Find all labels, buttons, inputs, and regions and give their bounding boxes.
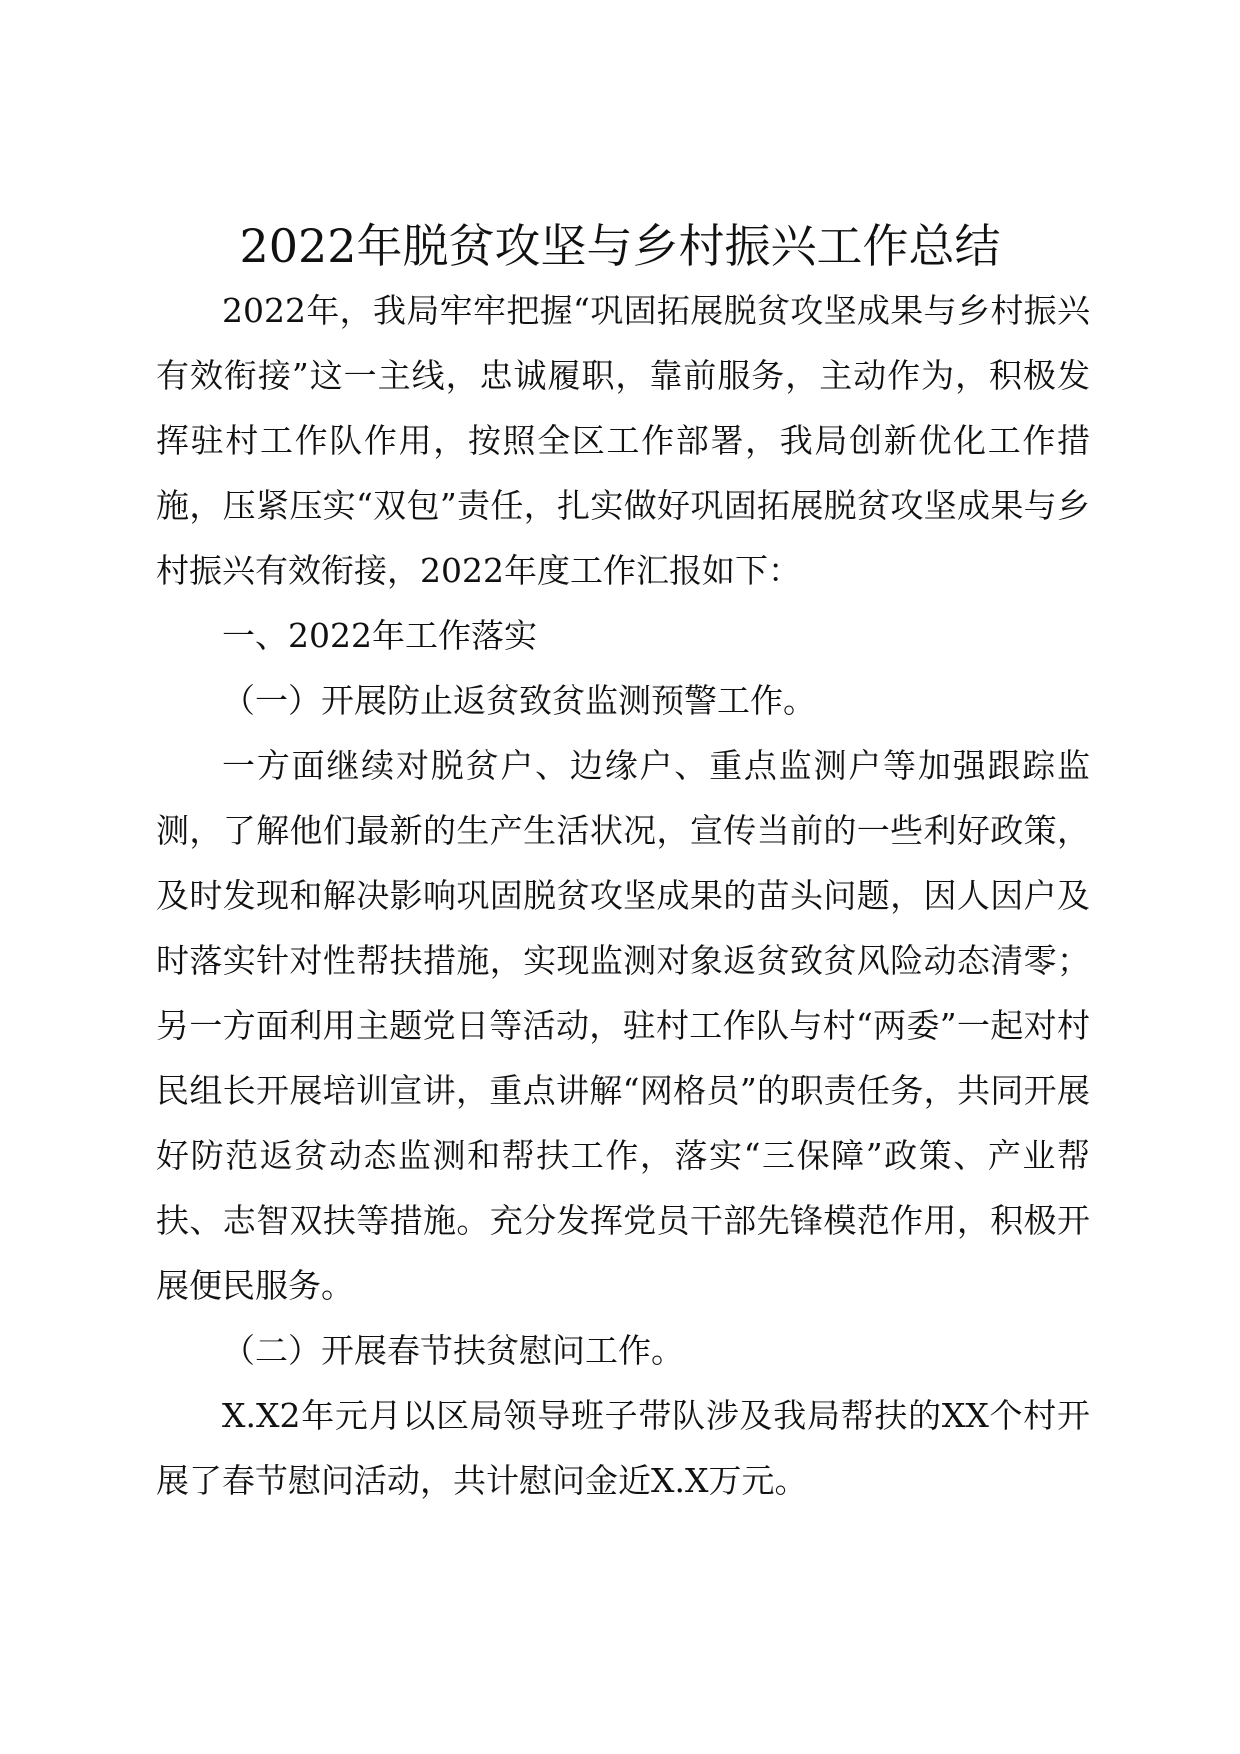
document-title: 2022年脱贫攻坚与乡村振兴工作总结: [239, 219, 1001, 273]
subsection-heading-spring-festival: （二）开展春节扶贫慰问工作。: [222, 1331, 684, 1370]
document-body: [156, 278, 1090, 1513]
intro-paragraph: 2022年，我局牢牢把握“巩固拓展脱贫攻坚成果与乡村振兴有效衔接”这一主线，忠诚履职，靠前服务，主动作为，积极发挥驻村工作队作用，按照全区工作部署，我局创新优化工作措施，压紧压实“双包”责任，扎实做好巩固拓展脱贫攻坚成果与乡村振兴有效衔接，2022年度工作汇报如下：: [156, 291, 1090, 590]
spring-festival-paragraph: X.X2年元月以区局领导班子带队涉及我局帮扶的XX个村开展了春节慰问活动，共计慰问金近X.X万元。: [156, 1396, 1090, 1500]
subsection-heading-monitoring: （一）开展防止返贫致贫监测预警工作。: [222, 681, 816, 720]
monitoring-paragraph: 一方面继续对脱贫户、边缘户、重点监测户等加强跟踪监测，了解他们最新的生产生活状况，宣传当前的一些利好政策，及时发现和解决影响巩固脱贫攻坚成果的苗头问题，因人因户及时落实针对性帮扶措施，实现监测对象返贫致贫风险动态清零；另一方面利用主题党日等活动，驻村工作队与村“两委”一起对村民组长开展培训宣讲，重点讲解“网格员”的职责任务，共同开展好防范返贫动态监测和帮扶工作，落实“三保障”政策、产业帮扶、志智双扶等措施。充分发挥党员干部先锋模范作用，积极开展便民服务。: [156, 746, 1090, 1305]
section-heading-work-implementation: 一、2022年工作落实: [222, 616, 537, 655]
